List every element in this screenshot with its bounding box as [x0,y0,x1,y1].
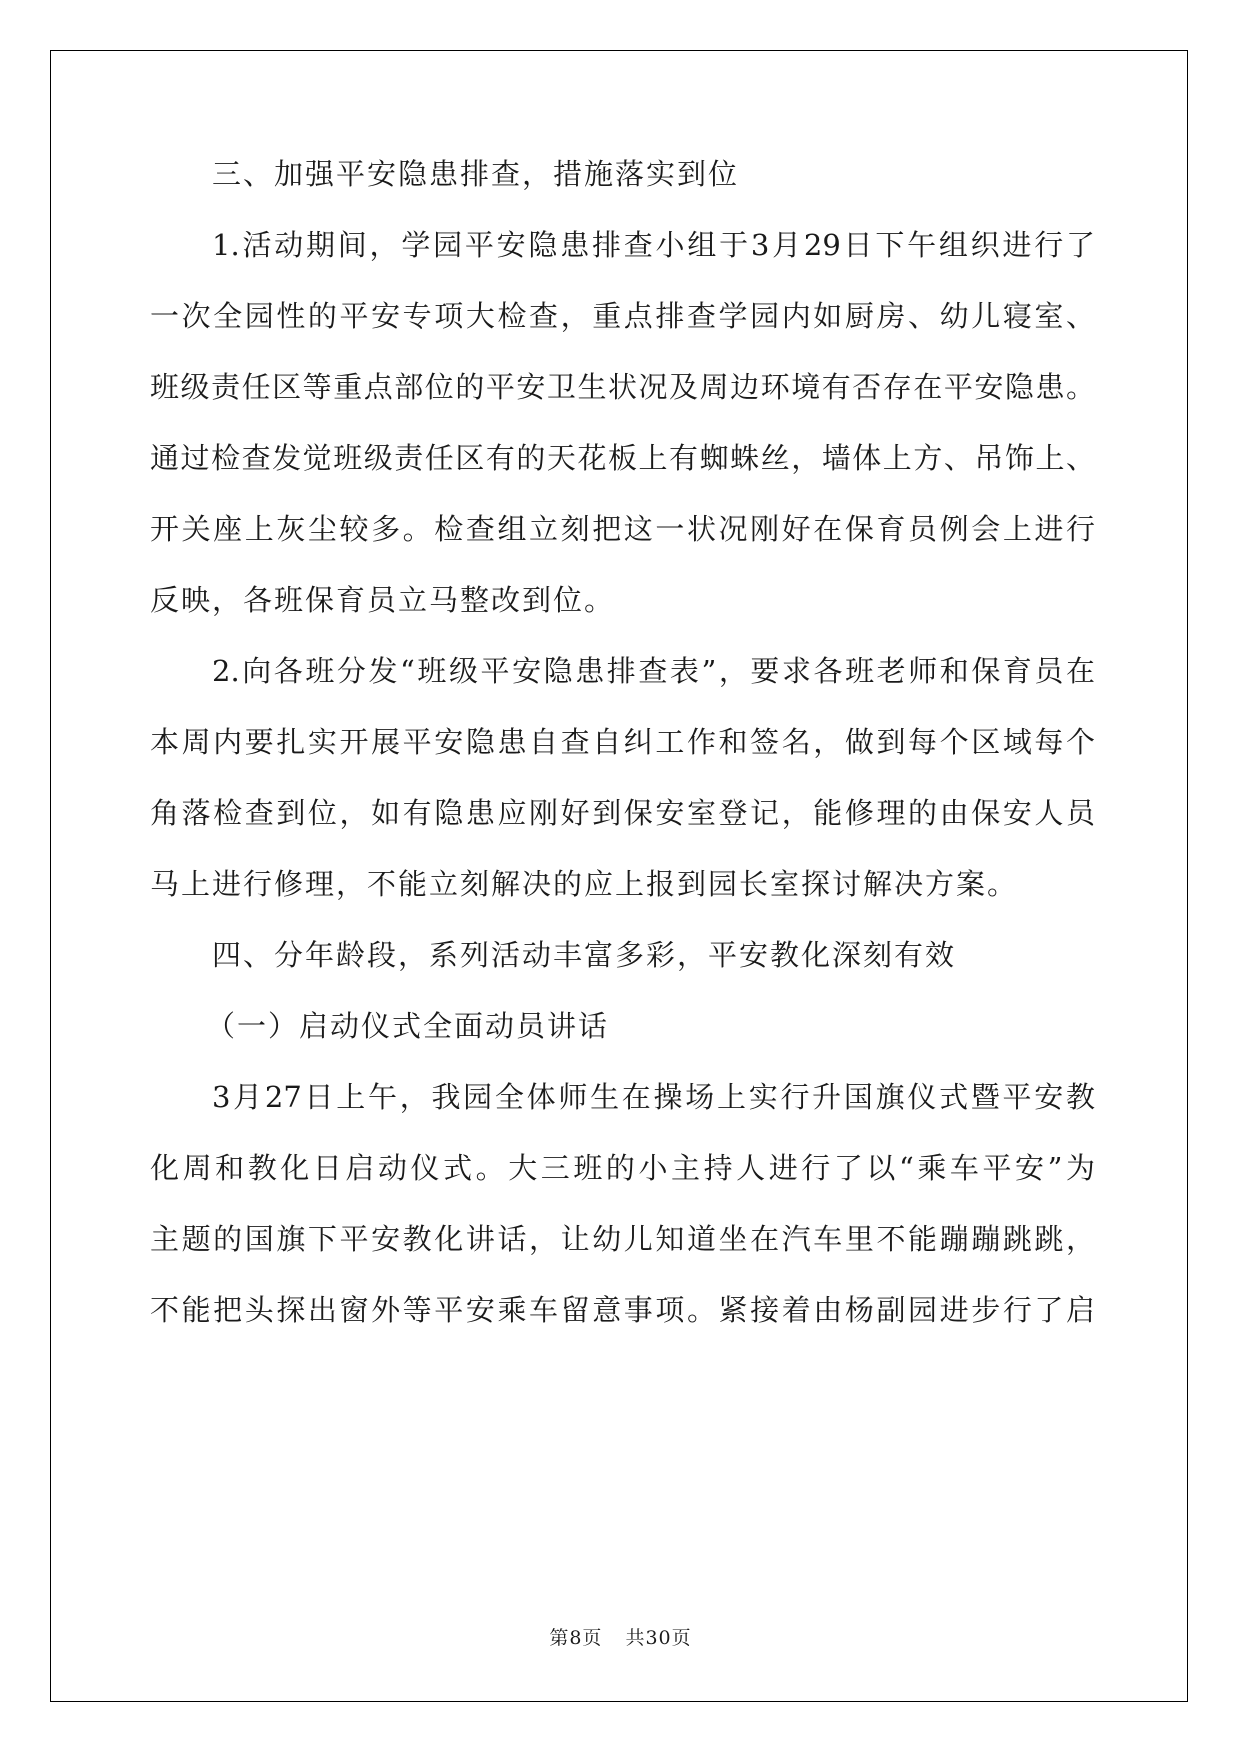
paragraph-line: 开关座上灰尘较多。检查组立刻把这一状况刚好在保育员例会上进行 [150,512,1095,546]
page-footer [0,1626,1241,1650]
page-total: 共30页 [625,1627,692,1649]
section-heading: 三、加强平安隐患排查，措施落实到位 [212,157,740,191]
subsection-heading: （一）启动仪式全面动员讲话 [206,1009,610,1043]
paragraph-line: 主题的国旗下平安教化讲话，让幼儿知道坐在汽车里不能蹦蹦跳跳， [150,1222,1095,1256]
page-number: 第8页 [549,1627,603,1649]
paragraph-line: 3月27日上午，我园全体师生在操场上实行升国旗仪式暨平安教 [212,1080,1095,1114]
paragraph-line: 1.活动期间，学园平安隐患排查小组于3月29日下午组织进行了 [212,228,1095,262]
paragraph-line: 本周内要扎实开展平安隐患自查自纠工作和签名，做到每个区域每个 [150,725,1095,759]
paragraph-line: 班级责任区等重点部位的平安卫生状况及周边环境有否存在平安隐患。 [150,370,1095,404]
paragraph-line: 反映，各班保育员立马整改到位。 [150,583,616,617]
paragraph-line: 2.向各班分发“班级平安隐患排查表”，要求各班老师和保育员在 [212,654,1095,688]
paragraph-line: 通过检查发觉班级责任区有的天花板上有蜘蛛丝，墙体上方、吊饰上、 [150,441,1095,475]
section-heading: 四、分年龄段，系列活动丰富多彩，平安教化深刻有效 [212,938,957,972]
paragraph-line: 角落检查到位，如有隐患应刚好到保安室登记，能修理的由保安人员 [150,796,1095,830]
paragraph-line: 化周和教化日启动仪式。大三班的小主持人进行了以“乘车平安”为 [150,1151,1095,1185]
paragraph-line: 一次全园性的平安专项大检查，重点排查学园内如厨房、幼儿寝室、 [150,299,1095,333]
paragraph-line: 马上进行修理，不能立刻解决的应上报到园长室探讨解决方案。 [150,867,1019,901]
paragraph-line: 不能把头探出窗外等平安乘车留意事项。紧接着由杨副园进步行了启 [150,1293,1095,1327]
